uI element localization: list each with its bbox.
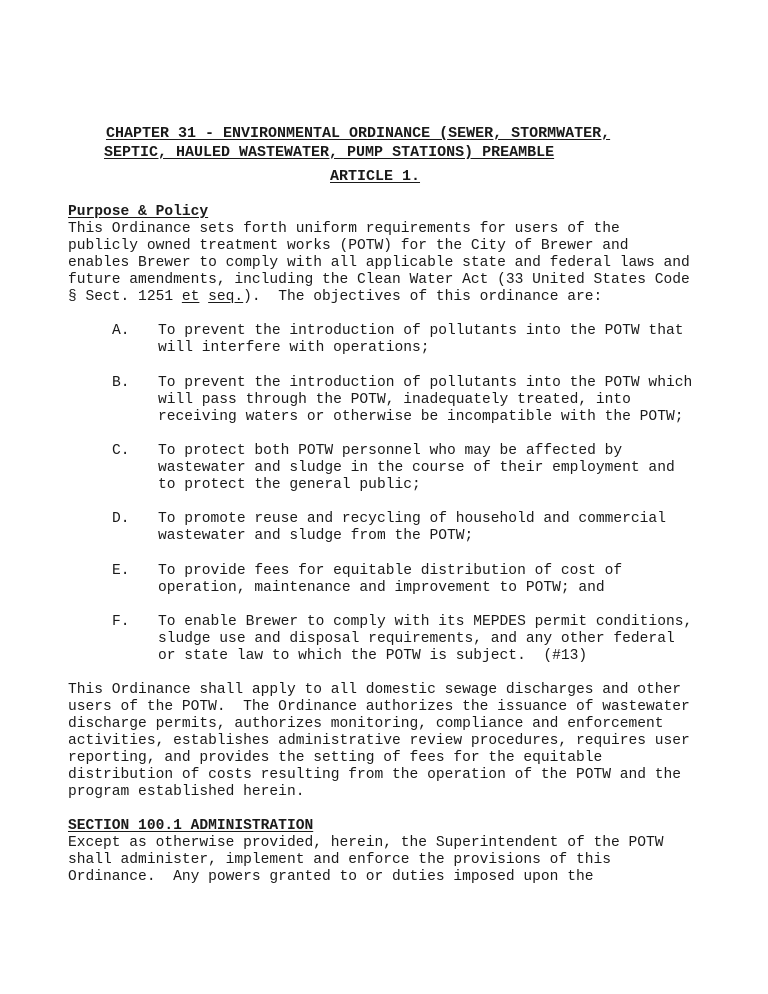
item-f-line-2: sludge use and disposal requirements, and any other federal xyxy=(158,631,675,647)
chapter-title-text-2: SEPTIC, HAULED WASTEWATER, PUMP STATIONS) PREAMBLE xyxy=(104,144,555,161)
et-text: et xyxy=(181,289,200,305)
item-d-line-2: wastewater and sludge from the POTW; xyxy=(158,528,474,544)
item-f-line-3: or state law to which the POTW is subject. (#13) xyxy=(158,648,588,664)
item-d-letter: D. xyxy=(112,511,130,527)
seq-text: seq. xyxy=(208,289,244,305)
purpose-line-5 xyxy=(68,289,602,306)
purpose-line-3: enables Brewer to comply with all applicable state and federal laws and xyxy=(68,255,690,271)
item-d-line-1: To promote reuse and recycling of household and commercial xyxy=(158,511,666,527)
article-heading: ARTICLE 1. xyxy=(330,168,421,185)
purpose-line-1: This Ordinance sets forth uniform requirements for users of the xyxy=(68,221,620,237)
apply-line-5: reporting, and provides the setting of fees for the equitable xyxy=(68,750,603,766)
apply-line-3: discharge permits, authorizes monitoring, compliance and enforcement xyxy=(68,716,664,732)
apply-line-7: program established herein. xyxy=(68,784,305,800)
item-a-line-2: will interfere with operations; xyxy=(158,340,430,356)
item-a-letter: A. xyxy=(112,323,130,339)
item-a-line-1: To prevent the introduction of pollutants into the POTW that xyxy=(158,323,684,339)
item-b-line-2: will pass through the POTW, inadequately treated, into xyxy=(158,392,631,408)
apply-line-4: activities, establishes administrative review procedures, requires user xyxy=(68,733,690,749)
apply-line-2: users of the POTW. The Ordinance authorizes the issuance of wastewater xyxy=(68,699,690,715)
item-f-letter: F. xyxy=(112,614,130,630)
item-b-line-3: receiving waters or otherwise be incompatible with the POTW; xyxy=(158,409,684,425)
apply-line-6: distribution of costs resulting from the operation of the POTW and the xyxy=(68,767,682,783)
section-line-2: shall administer, implement and enforce the provisions of this xyxy=(68,852,611,868)
section-line-1: Except as otherwise provided, herein, the Superintendent of the POTW xyxy=(68,835,664,851)
item-b-letter: B. xyxy=(112,375,130,391)
section-line-3: Ordinance. Any powers granted to or duties imposed upon the xyxy=(68,869,594,885)
item-e-line-2: operation, maintenance and improvement to POTW; and xyxy=(158,580,605,596)
item-e-letter: E. xyxy=(112,563,130,579)
purpose-line-2: publicly owned treatment works (POTW) for the City of Brewer and xyxy=(68,238,629,254)
purpose-line-4: future amendments, including the Clean Water Act (33 United States Code xyxy=(68,272,690,288)
item-b-line-1: To prevent the introduction of pollutants into the POTW which xyxy=(158,375,693,391)
section-heading: SECTION 100.1 ADMINISTRATION xyxy=(68,818,314,834)
chapter-title-line-2 xyxy=(68,127,554,178)
et-seq-space xyxy=(199,289,208,305)
item-e-line-1: To provide fees for equitable distribution of cost of xyxy=(158,563,623,579)
apply-line-1: This Ordinance shall apply to all domestic sewage discharges and other xyxy=(68,682,682,698)
item-c-line-1: To protect both POTW personnel who may be affected by xyxy=(158,443,623,459)
item-c-line-3: to protect the general public; xyxy=(158,477,421,493)
purpose-line-5-post: ). The objectives of this ordinance are: xyxy=(243,289,603,305)
chapter-title-text-1: CHAPTER 31 - ENVIRONMENTAL ORDINANCE (SEWER, STORMWATER, xyxy=(106,125,611,142)
purpose-line-5-pre: § Sect. 1251 xyxy=(68,289,182,305)
purpose-heading: Purpose & Policy xyxy=(68,204,209,220)
item-c-letter: C. xyxy=(112,443,130,459)
item-f-line-1: To enable Brewer to comply with its MEPDES permit conditions, xyxy=(158,614,693,630)
item-c-line-2: wastewater and sludge in the course of their employment and xyxy=(158,460,675,476)
